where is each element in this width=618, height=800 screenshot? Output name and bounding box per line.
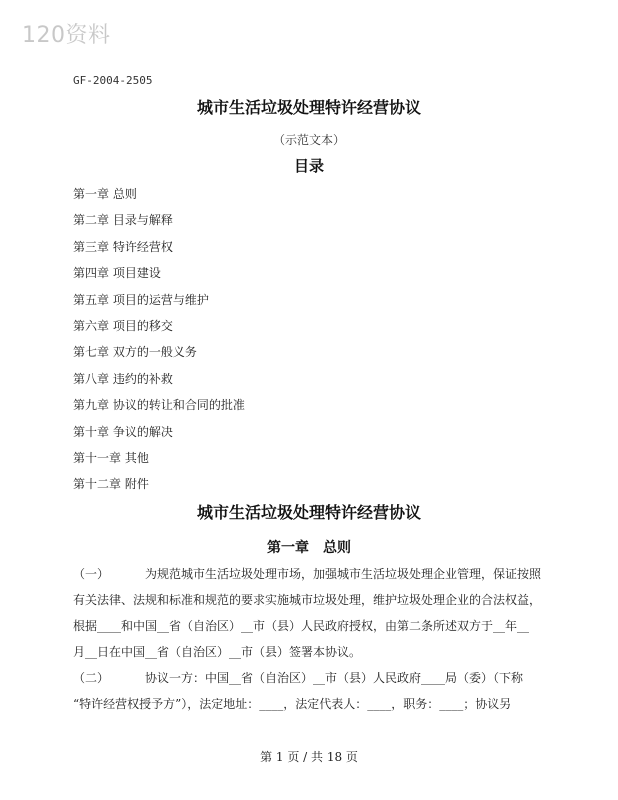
toc-item: 第十章 争议的解决: [73, 424, 173, 439]
toc-item: 第七章 双方的一般义务: [73, 345, 197, 360]
body-title: 城市生活垃圾处理特许经营协议: [196, 503, 421, 522]
document-subtitle: （示范文本）: [272, 133, 345, 147]
paragraph-text: 协议一方：中国__省（自治区）__市（县）人民政府____局（委）（下称: [145, 671, 524, 685]
chapter-heading: 第一章 总则: [267, 540, 351, 556]
toc-item: 第八章 违约的补救: [73, 371, 173, 386]
table-of-contents: [73, 186, 245, 503]
toc-item: 第四章 项目建设: [73, 266, 161, 281]
paragraph-1-line-4: 月__日在中国__省（自治区）__市（县）签署本协议。: [73, 645, 362, 659]
paragraph-number: （二）: [73, 671, 110, 685]
toc-item: 第一章 总则: [73, 187, 137, 201]
toc-item: 第十二章 附件: [73, 477, 149, 492]
watermark-logo: 120资料: [22, 23, 111, 48]
paragraph-2-line-1: [73, 670, 523, 686]
page-footer: 第 1 页 / 共 18 页: [260, 750, 358, 764]
paragraph-1-line-2: 有关法律、法规和标准和规范的要求实施城市垃圾处理，维护垃圾处理企业的合法权益，: [73, 593, 542, 607]
toc-item: 第二章 目录与解释: [73, 213, 173, 228]
toc-item: 第五章 项目的运营与维护: [73, 292, 209, 307]
paragraph-text: 为规范城市生活垃圾处理市场，加强城市生活垃圾处理企业管理，保证按照: [145, 567, 542, 581]
paragraph-1-line-1: [73, 566, 541, 582]
document-title: 城市生活垃圾处理特许经营协议: [196, 98, 421, 117]
paragraph-1-line-3: 根据____和中国__省（自治区）__市（县）人民政府授权，由第二条所述双方于__年__: [73, 619, 530, 633]
toc-heading: 目录: [293, 157, 324, 175]
document-code: GF-2004-2505: [73, 74, 153, 87]
toc-item: 第六章 项目的移交: [73, 318, 173, 333]
toc-item: 第九章 协议的转让和合同的批准: [73, 398, 245, 413]
paragraph-number: （一）: [73, 567, 110, 581]
paragraph-2-line-2: “特许经营权授予方”），法定地址：____，法定代表人：____，职务：____；协议另: [73, 697, 512, 711]
toc-item: 第三章 特许经营权: [73, 239, 173, 254]
toc-item: 第十一章 其他: [73, 450, 149, 465]
